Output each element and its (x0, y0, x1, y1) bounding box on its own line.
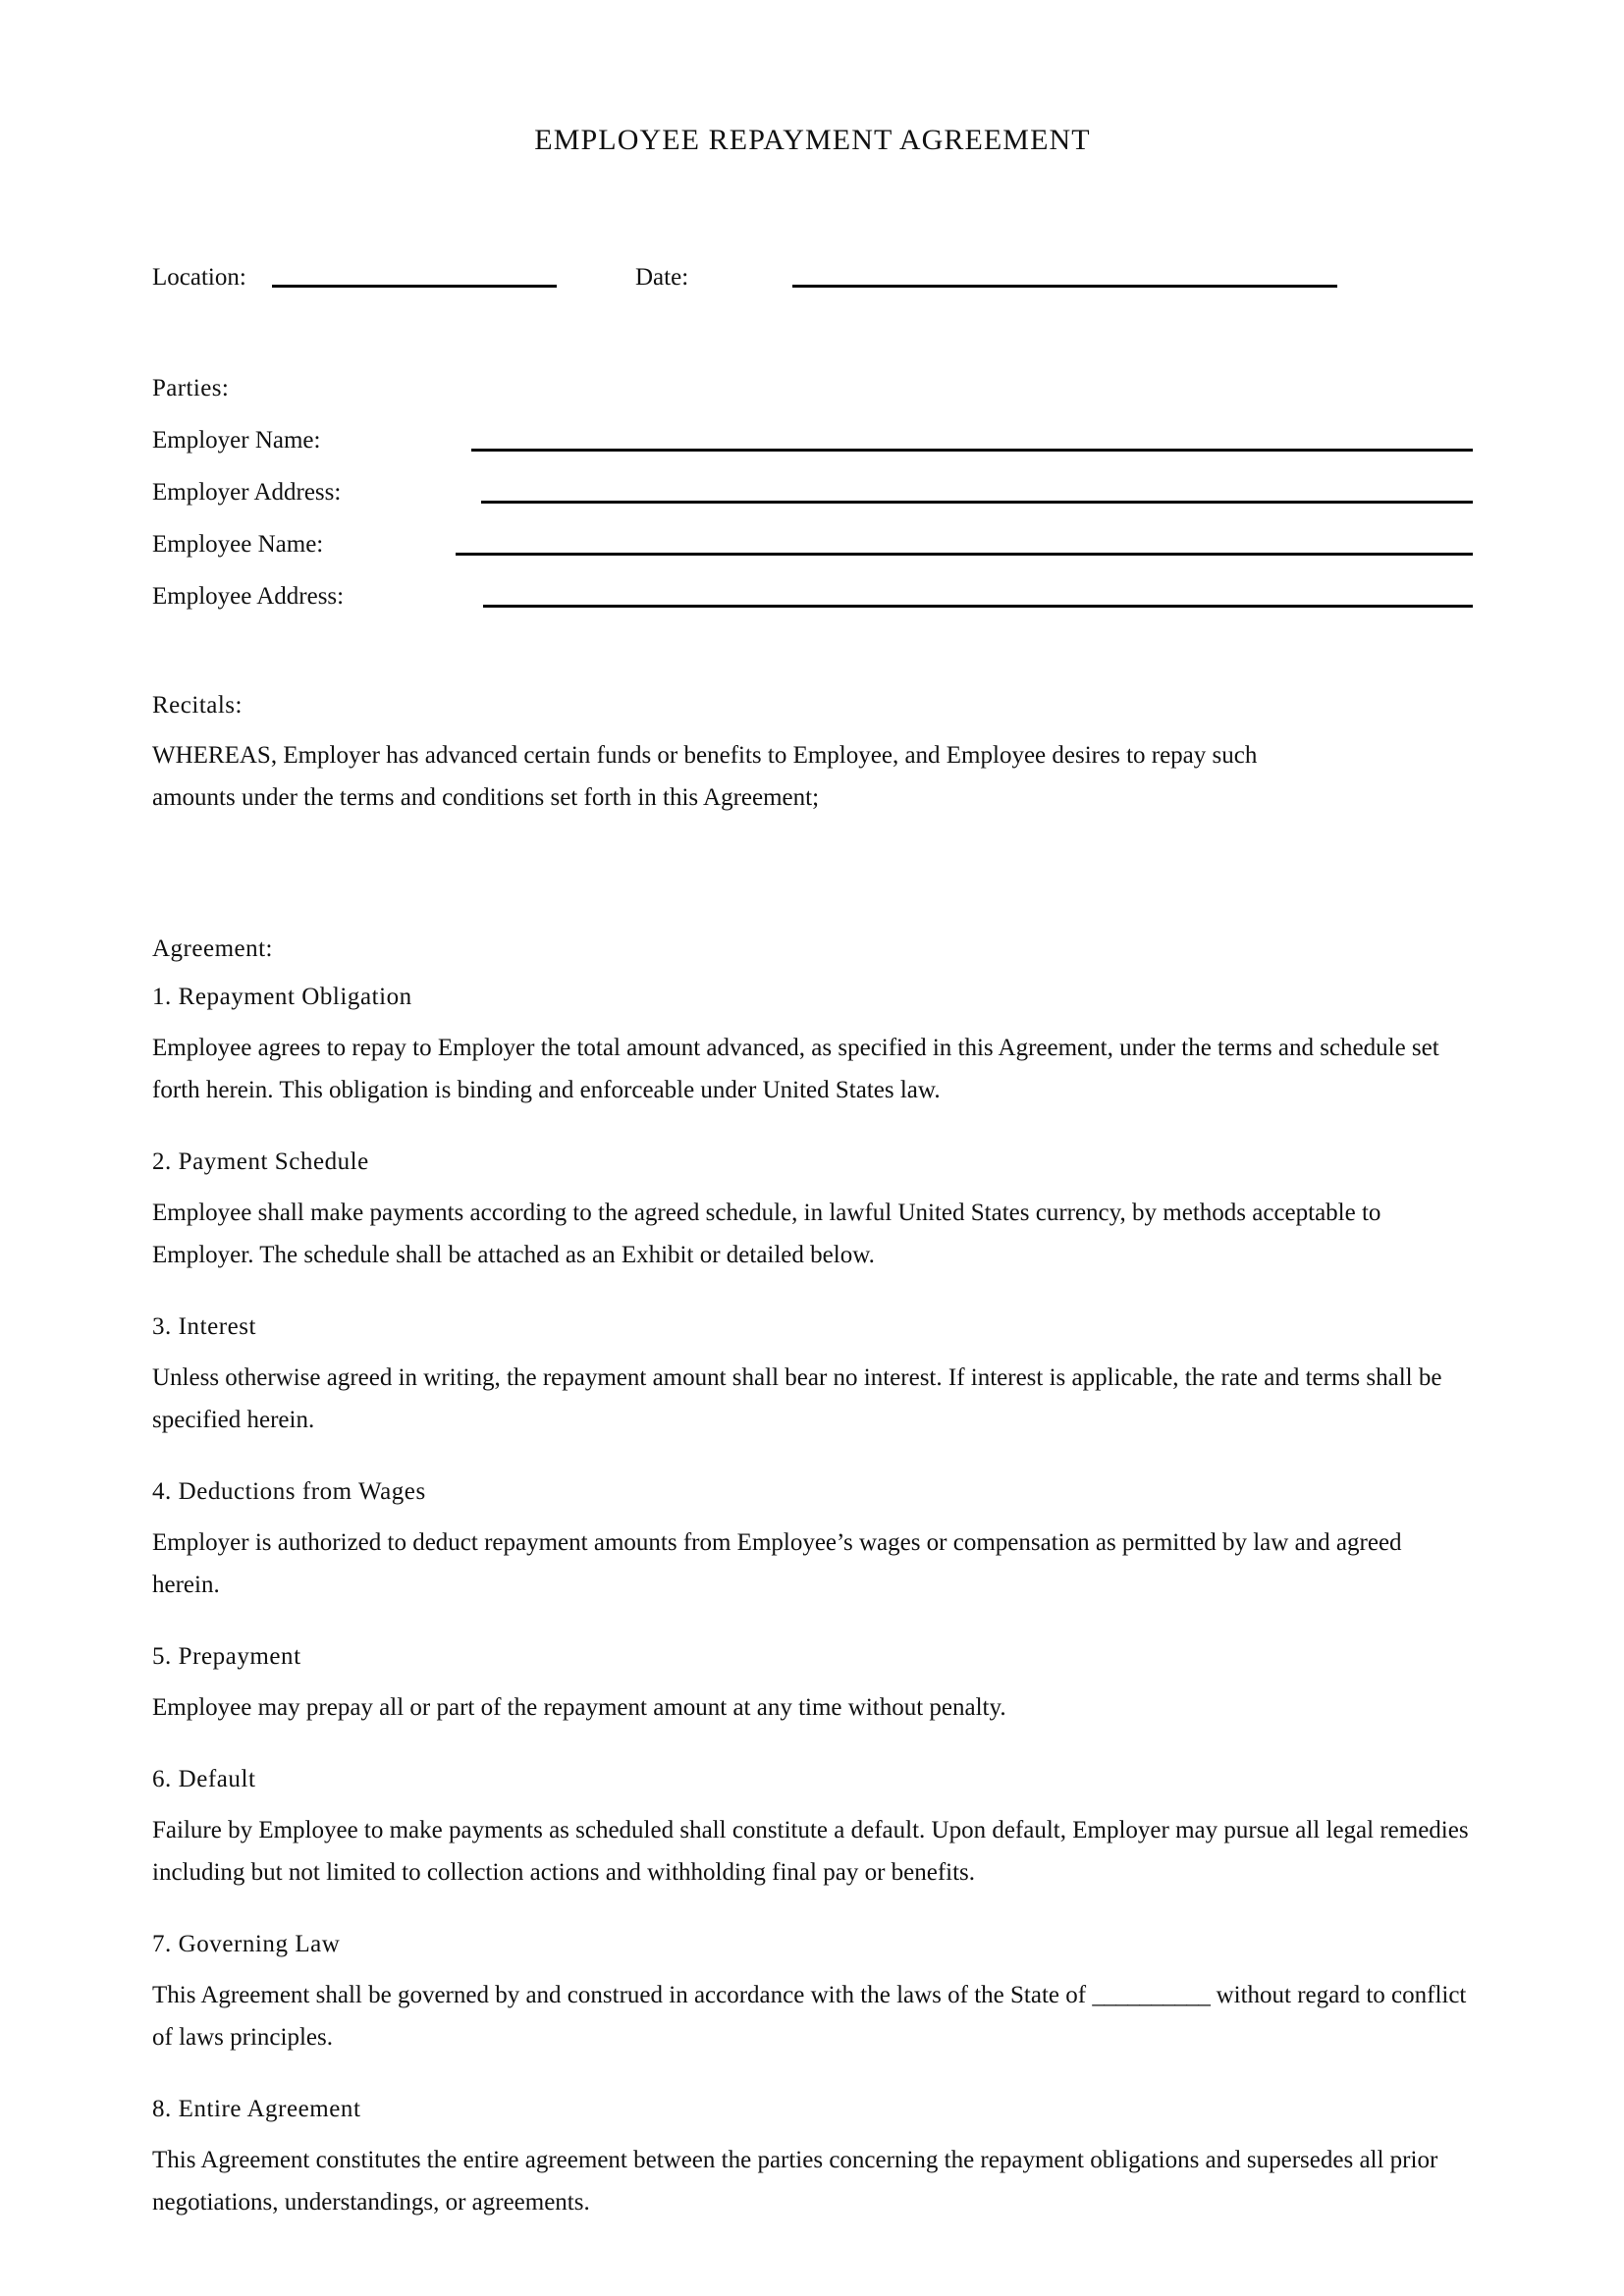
location-date-row (152, 256, 1473, 290)
clause-8-body: This Agreement constitutes the entire agreement between the parties concerning the repayment obligations and supersedes all prior negotiations, understandings, or agreements. (152, 2147, 1438, 2216)
clause-8-title: 8. Entire Agreement (152, 2096, 361, 2122)
recitals-text: WHEREAS, Employer has advanced certain funds or benefits to Employee, and Employee desires to repay such amounts under the terms and conditions set forth in this Agreement; (152, 742, 1258, 811)
clause-1-body: Employee agrees to repay to Employer the total amount advanced, as specified in this Agreement, under the terms and schedule set forth herein. This obligation is binding and enforceable under United States law. (152, 1035, 1439, 1103)
employee-name-label: Employee Name: (152, 531, 324, 558)
employer-address-row (152, 473, 1473, 505)
agreement-heading: Agreement: (152, 935, 274, 962)
employee-address-row (152, 577, 1473, 609)
clause-4 (152, 1479, 1473, 1606)
page-title: EMPLOYEE REPAYMENT AGREEMENT (534, 124, 1091, 156)
employee-address-input-line[interactable] (483, 605, 1473, 608)
clause-5 (152, 1644, 1473, 1729)
employer-name-input-line[interactable] (471, 449, 1473, 452)
location-input-line[interactable] (272, 285, 557, 288)
clause-8 (152, 2097, 1473, 2223)
clause-3-title: 3. Interest (152, 1313, 257, 1340)
clause-4-body: Employer is authorized to deduct repayment amounts from Employee’s wages or compensation as permitted by law and agreed herein. (152, 1529, 1402, 1598)
employer-name-label: Employer Name: (152, 427, 321, 454)
clause-7-body (152, 1974, 1473, 2058)
clause-2 (152, 1149, 1473, 1276)
clause-6-title: 6. Default (152, 1766, 256, 1792)
clause-1 (152, 985, 1473, 1111)
clause-5-body: Employee may prepay all or part of the repayment amount at any time without penalty. (152, 1694, 1006, 1721)
date-label: Date: (635, 264, 689, 291)
clause-6-body: Failure by Employee to make payments as scheduled shall constitute a default. Upon default, Employer may pursue all legal remedies including but not limited to collection actions and withholding final pay or benefits. (152, 1817, 1469, 1886)
parties-heading: Parties: (152, 375, 230, 401)
clause-4-title: 4. Deductions from Wages (152, 1478, 426, 1505)
clause-7-title: 7. Governing Law (152, 1931, 341, 1957)
clause-7-body-before-blank: This Agreement shall be governed by and construed in accordance with the laws of the State of (152, 1982, 1093, 2008)
recitals-heading: Recitals: (152, 692, 243, 719)
clause-3-body: Unless otherwise agreed in writing, the repayment amount shall bear no interest. If interest is applicable, the rate and terms shall be specified herein. (152, 1364, 1442, 1433)
employee-name-row (152, 525, 1473, 557)
employer-address-input-line[interactable] (481, 501, 1473, 504)
clause-6 (152, 1767, 1473, 1894)
clause-5-title: 5. Prepayment (152, 1643, 301, 1670)
document-content (152, 0, 1473, 2223)
clause-7 (152, 1932, 1473, 2058)
date-input-line[interactable] (792, 285, 1337, 288)
employer-name-row (152, 421, 1473, 453)
location-label: Location: (152, 264, 246, 291)
clause-3 (152, 1314, 1473, 1441)
clause-7-body-after-blank: without regard to conflict of laws principles. (152, 1982, 1467, 2051)
clause-2-title: 2. Payment Schedule (152, 1148, 369, 1175)
employee-address-label: Employee Address: (152, 583, 345, 610)
employer-address-label: Employer Address: (152, 479, 342, 506)
governing-law-state-blank[interactable]: __________ (1092, 1982, 1211, 2008)
employee-name-input-line[interactable] (456, 553, 1473, 556)
clause-1-title: 1. Repayment Obligation (152, 984, 412, 1010)
clause-2-body: Employee shall make payments according to the agreed schedule, in lawful United States currency, by methods acceptable to Employer. The schedule shall be attached as an Exhibit or detailed below. (152, 1200, 1381, 1268)
